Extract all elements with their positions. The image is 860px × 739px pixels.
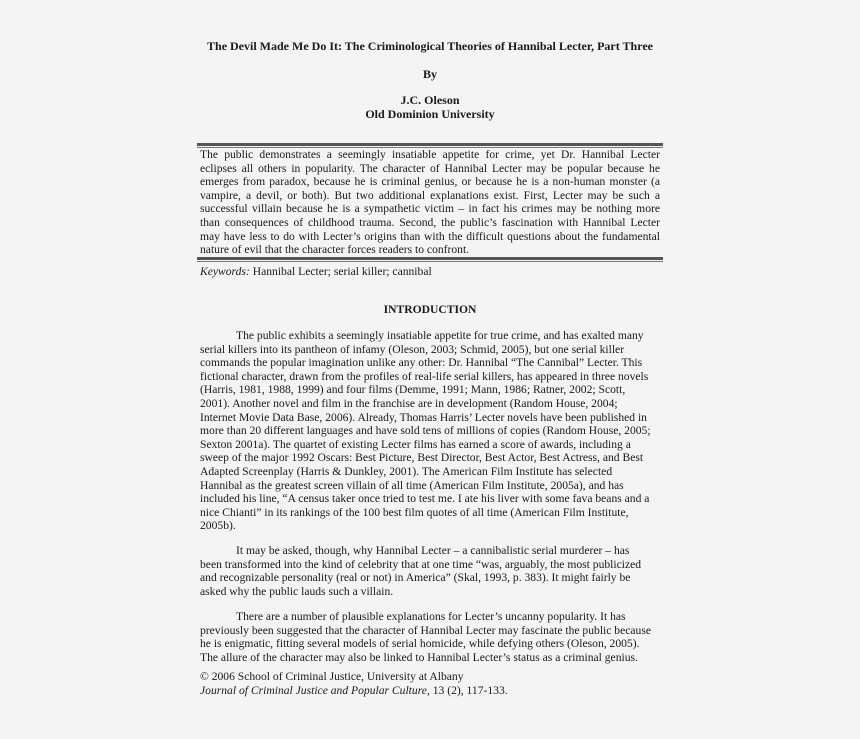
copyright-notice: © 2006 School of Criminal Justice, University at Albany	[200, 670, 464, 683]
text-line: 2001). Another novel and film in the franchise are in development (Random House, 2004;	[200, 396, 618, 410]
text-line: The public exhibits a seemingly insatiable appetite for true crime, and has exalted many	[236, 329, 644, 342]
text-line: Hannibal as the greatest screen villain of all time (American Film Institute, 2005a), and has	[200, 478, 624, 492]
paragraph-1	[200, 329, 660, 533]
text-line: nice Chianti” in its rankings of the 100 best film quotes of all time (American Film Institute,	[200, 505, 629, 519]
text-line: included his line, “A census taker once tried to test me. I ate his liver with some fava beans and a	[200, 492, 650, 506]
abstract-bottom-rule	[197, 257, 663, 262]
keywords-value: Hannibal Lecter; serial killer; cannibal	[249, 265, 432, 278]
text-line: The public demonstrates a seemingly insatiable appetite for crime, yet Dr. Hannibal Lecter	[200, 148, 660, 161]
paragraph-2	[200, 544, 660, 598]
text-line: Adapted Screenplay (Harris & Dunkley, 2001). The American Film Institute has selected	[200, 464, 613, 478]
text-line: eclipses all others in popularity. The character of Hannibal Lecter may be popular because he	[200, 161, 660, 175]
text-line: more than 20 different languages and have sold tens of millions of copies (Random House, 2005;	[200, 424, 651, 438]
text-line: may have less to do with Lecter’s origins than with the difficult questions about the fundamental	[200, 229, 660, 243]
text-line: than consequences of childhood trauma. Second, the public’s fascination with Hannibal Lecter	[200, 215, 660, 229]
text-line: and recognizable personality (real or not) in America” (Skal, 1993, p. 383). It might fairly be	[200, 571, 631, 585]
text-line: (Harris, 1981, 1988, 1999) and four films (Demme, 1991; Mann, 1986; Ratner, 2002; Scott,	[200, 383, 626, 397]
text-line: The allure of the character may also be linked to Hannibal Lecter’s status as a criminal genius.	[200, 650, 638, 664]
text-line: asked why the public lauds such a villain.	[200, 584, 394, 598]
text-line: vampire, a devil, or both). But two additional explanations exist. First, Lecter may be such a	[200, 188, 660, 202]
text-line: It may be asked, though, why Hannibal Lecter – a cannibalistic serial murderer – has	[236, 544, 630, 557]
text-line: There are a number of plausible explanations for Lecter’s uncanny popularity. It has	[236, 610, 626, 623]
text-line: Sexton 2001a). The quartet of existing Lecter films has earned a score of awards, including a	[200, 437, 631, 451]
text-line: sweep of the major 1992 Oscars: Best Picture, Best Director, Best Actor, Best Actress, and Best	[200, 451, 644, 465]
journal-citation	[200, 684, 660, 698]
text-line: successful villain because he is a sympathetic victim – in fact his crimes may be nothing more	[200, 202, 660, 216]
keywords	[200, 265, 660, 279]
abstract	[200, 148, 660, 257]
text-line: previously been suggested that the character of Hannibal Lecter may fascinate the public because	[200, 623, 651, 637]
author-name: J.C. Oleson	[400, 93, 460, 107]
text-line: he is enigmatic, fitting several models of serial homicide, while defying others (Oleson, 2005).	[200, 637, 640, 651]
text-line: 2005b).	[200, 519, 236, 533]
text-line: been transformed into the kind of celebrity that at one time “was, arguably, the most publicized	[200, 557, 642, 571]
author-affiliation: Old Dominion University	[365, 107, 495, 121]
by-line: By	[422, 67, 437, 81]
section-heading: INTRODUCTION	[383, 303, 477, 316]
text-line: serial killers into its pantheon of infamy (Oleson, 2003; Schmid, 2005), but one serial killer	[200, 342, 625, 356]
journal-name: Journal of Criminal Justice and Popular Culture	[200, 684, 427, 697]
text-line: nature of evil that the character forces readers to confront.	[200, 243, 470, 257]
text-line: commands the popular imagination unlike any other: Dr. Hannibal “The Cannibal” Lecter. This	[200, 356, 643, 370]
paragraph-3	[200, 610, 660, 664]
text-line: Internet Movie Data Base, 2006). Already, Thomas Harris’ Lecter novels have been published in	[200, 410, 647, 424]
paper-title: The Devil Made Me Do It: The Criminological Theories of Hannibal Lecter, Part Three	[207, 39, 653, 53]
text-line: fictional character, drawn from the profiles of real-life serial killers, has appeared in three novels	[200, 369, 649, 383]
text-line: emerges from paradox, because he is criminal genius, or because he is a non-human monster (a	[200, 175, 660, 189]
journal-volume: , 13 (2), 117-133.	[426, 684, 508, 697]
keywords-label: Keywords:	[200, 265, 250, 278]
